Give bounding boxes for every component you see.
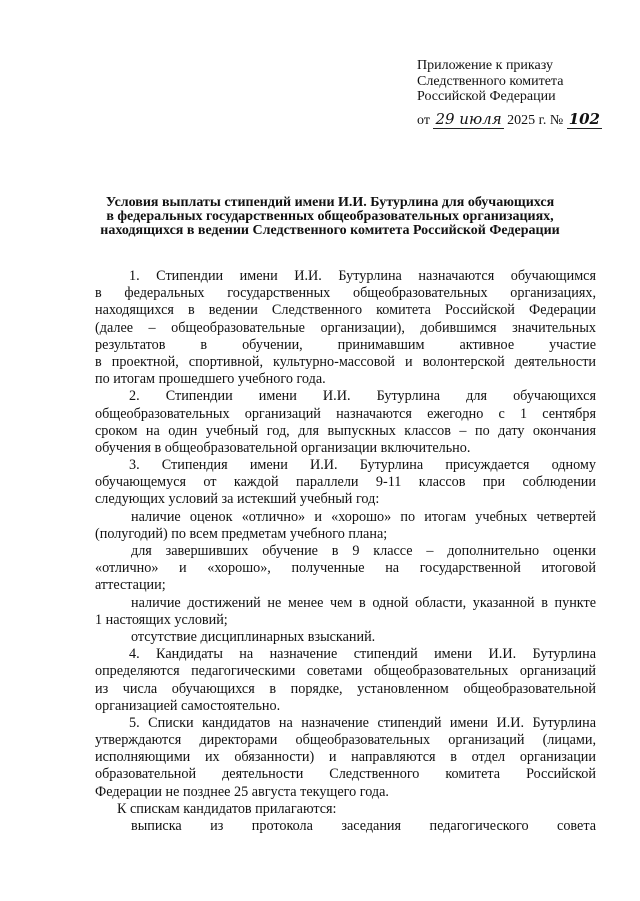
- body-line: (далее – общеобразовательные организации), добившимся значительных: [95, 319, 596, 336]
- document-title: [80, 196, 580, 238]
- body-line: в проектной, спортивной, культурно-массовой и волонтерской деятельности: [95, 353, 596, 370]
- body-line: из числа обучающихся в порядке, установленном общеобразовательной: [95, 680, 596, 697]
- body-line: обучения в общеобразовательной организации включительно.: [95, 439, 471, 456]
- annex-block: [417, 58, 617, 105]
- annex-line-3: Российской Федерации: [417, 89, 556, 104]
- body-line: Федерации не позднее 25 августа текущего года.: [95, 783, 389, 800]
- body-line: К спискам кандидатов прилагаются:: [117, 800, 337, 817]
- body-line: образовательной деятельности Следственного комитета Российской: [95, 766, 596, 783]
- body-line: исполняющими их обязанности) и направляются в отдел организации: [95, 749, 596, 766]
- body-line: следующих условий за истекший учебный год:: [95, 491, 380, 508]
- body-line: аттестации;: [95, 577, 166, 594]
- body-line: определяются педагогическими советами общеобразовательных организаций: [95, 663, 596, 680]
- document-body: [95, 268, 596, 835]
- body-line: в федеральных государственных общеобразовательных организациях,: [95, 285, 596, 302]
- body-line: 3. Стипендия имени И.И. Бутурлина присуждается одному: [129, 457, 596, 474]
- title-line-2: в федеральных государственных общеобразовательных организациях,: [106, 209, 554, 224]
- body-line: наличие оценок «отлично» и «хорошо» по итогам учебных четвертей: [131, 508, 596, 525]
- annex-line-2: Следственного комитета: [417, 73, 564, 89]
- handwritten-date: 29 июля: [435, 110, 502, 128]
- body-line: по итогам прошедшего учебного года.: [95, 371, 326, 388]
- body-line: сроком на один учебный год, для выпускных классов – по дату окончания: [95, 422, 596, 439]
- body-line: 5. Списки кандидатов на назначение стипендий имени И.И. Бутурлина: [129, 714, 596, 731]
- annex-date-line: [417, 109, 602, 131]
- body-line: «отлично» и «хорошо», полученные на государственной итоговой: [95, 560, 596, 577]
- body-line: 1. Стипендии имени И.И. Бутурлина назначаются обучающимся: [129, 268, 596, 284]
- body-line: находящихся в ведении Следственного комитета Российской Федерации: [95, 302, 596, 319]
- body-line: результатов в обучении, принимавшим активное участие: [95, 336, 596, 353]
- body-line: организацией самостоятельно.: [95, 697, 281, 714]
- body-line: 4. Кандидаты на назначение стипендий имени И.И. Бутурлина: [129, 646, 596, 663]
- date-suffix: 2025 г. №: [507, 113, 564, 128]
- body-line: утверждаются директорами общеобразовательных организаций (лицами,: [95, 732, 596, 749]
- body-line: (полугодий) по всем предметам учебного плана;: [95, 525, 388, 542]
- handwritten-order-number: 102: [568, 110, 600, 128]
- body-line: выписка из протокола заседания педагогического совета: [131, 818, 596, 834]
- body-line: обучающемуся от каждой параллели 9-11 классов при соблюдении: [95, 474, 596, 491]
- body-line: общеобразовательных организаций назначаются ежегодно с 1 сентября: [95, 405, 596, 422]
- body-line: 1 настоящих условий;: [95, 611, 228, 628]
- title-line-3: находящихся в ведении Следственного комитета Российской Федерации: [100, 223, 560, 238]
- body-line: для завершивших обучение в 9 классе – дополнительно оценки: [131, 543, 596, 559]
- annex-line-1: Приложение к приказу: [417, 58, 553, 73]
- body-line: 2. Стипендии имени И.И. Бутурлина для обучающихся: [129, 388, 596, 405]
- body-line: наличие достижений не менее чем в одной области, указанной в пункте: [131, 594, 596, 611]
- date-prefix: от: [417, 113, 430, 128]
- body-line: отсутствие дисциплинарных взысканий.: [131, 628, 376, 645]
- title-line-1: Условия выплаты стипендий имени И.И. Бутурлина для обучающихся: [105, 195, 555, 210]
